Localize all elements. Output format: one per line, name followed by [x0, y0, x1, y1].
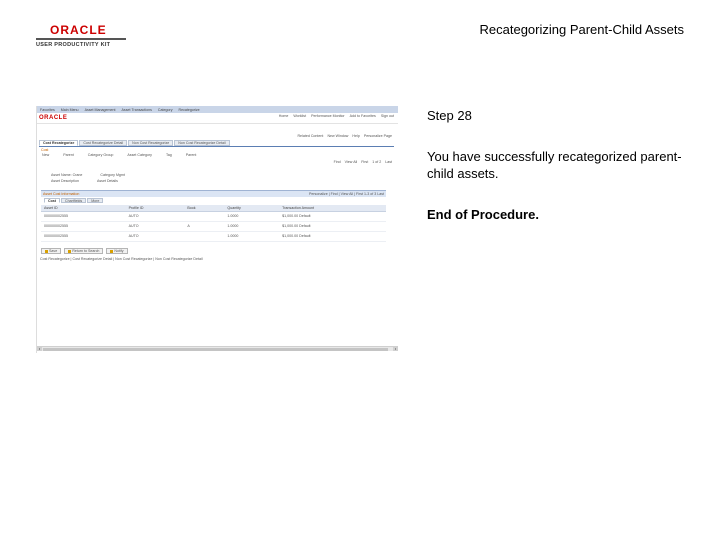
tab-underline: [39, 146, 394, 147]
save-icon: [45, 250, 48, 253]
util-sign-out[interactable]: Sign out: [380, 114, 394, 118]
step-number: Step 28: [427, 108, 472, 123]
horizontal-scrollbar[interactable]: [37, 346, 398, 351]
grid-find[interactable]: Find: [333, 160, 341, 164]
logo-divider: [36, 38, 126, 40]
cell-profile-id: AUTO: [126, 221, 185, 231]
oracle-upk-logo: [36, 24, 126, 48]
link-personalize-page[interactable]: Personalize Page: [363, 134, 392, 138]
util-worklist[interactable]: Worklist: [293, 114, 307, 118]
cell-profile-id: AUTO: [126, 231, 185, 241]
link-related-content[interactable]: Related Content: [297, 134, 324, 138]
subtab-chartfields[interactable]: Chartfields: [61, 198, 86, 203]
field-value: Category Mgmt: [100, 173, 125, 177]
cell-amount: $1,000.00 Default: [279, 231, 386, 241]
cell-quantity: 1.0000: [224, 211, 279, 221]
notify-button[interactable]: [106, 248, 127, 254]
page-links: [297, 134, 392, 138]
col-book: Book: [184, 205, 224, 211]
cell-book: [184, 231, 224, 241]
step-panel: [427, 107, 687, 223]
nav-asset-management[interactable]: Asset Management: [84, 107, 116, 112]
save-button-label: Save: [49, 248, 58, 253]
link-help[interactable]: Help: [352, 134, 360, 138]
util-home[interactable]: Home: [278, 114, 289, 118]
col-quantity: Quantity: [224, 205, 279, 211]
nav-favorites[interactable]: Favorites: [40, 107, 55, 112]
table-row[interactable]: [41, 211, 386, 221]
util-performance-monitor[interactable]: Performance Monitor: [311, 114, 345, 118]
cost-information-label: Asset Cost Information: [43, 192, 80, 196]
cost-table: [41, 205, 386, 242]
col-transaction-amount: Transaction Amount: [279, 205, 386, 211]
cell-book: A: [184, 221, 224, 231]
cost-information-tabs: [41, 197, 386, 204]
cost-information-grid: [41, 190, 386, 242]
field-parent-type: Parent: [185, 153, 197, 157]
tab-cost-recategorize[interactable]: Cost Recategorize: [39, 140, 78, 146]
return-to-search-button[interactable]: [64, 248, 103, 254]
cost-grid-nav: [334, 160, 392, 164]
tab-non-cost-recategorize-detail[interactable]: Non Cost Recategorize Detail: [174, 140, 229, 146]
table-row[interactable]: [41, 221, 386, 231]
cell-quantity: 1.0000: [224, 231, 279, 241]
scrollbar-thumb[interactable]: [43, 348, 388, 351]
col-profile-id: Profile ID: [126, 205, 185, 211]
cell-asset-id: 000000002555: [41, 221, 126, 231]
cell-asset-id: 000000002555: [41, 211, 126, 221]
application-screenshot: [36, 106, 398, 353]
link-new-window[interactable]: New Window: [327, 134, 349, 138]
cost-information-nav[interactable]: Personalize | Find | View All | First 1-3 of 3 Last: [308, 192, 384, 196]
scroll-right-arrow-icon[interactable]: [393, 347, 398, 351]
bottom-page-links[interactable]: Cost Recategorize | Cost Recategorize Detail | Non Cost Recategorize | Non Cost Recategorize Detail: [40, 257, 203, 261]
cell-amount: $1,000.00 Default: [279, 221, 386, 231]
slide-title: Recategorizing Parent-Child Assets: [479, 22, 684, 37]
cell-book: [184, 211, 224, 221]
grid-first[interactable]: First: [361, 160, 369, 164]
field-row: [51, 178, 281, 184]
util-add-favorites[interactable]: Add to Favorites: [349, 114, 376, 118]
nav-asset-transactions[interactable]: Asset Transactions: [121, 107, 152, 112]
field-parent: Parent: [63, 153, 74, 157]
field-label: Asset Name: Crane: [51, 173, 83, 177]
tab-non-cost-recategorize[interactable]: Non Cost Recategorize: [128, 140, 173, 146]
notify-icon: [110, 250, 113, 253]
scroll-left-arrow-icon[interactable]: [37, 347, 42, 351]
tab-cost-recategorize-detail[interactable]: Cost Recategorize Detail: [79, 140, 127, 146]
nav-main-menu[interactable]: Main Menu: [60, 107, 79, 112]
page-buttons: [41, 248, 128, 254]
grid-view-all[interactable]: View All: [344, 160, 358, 164]
field-value: Asset Details: [96, 179, 118, 183]
nav-recategorize[interactable]: Recategorize: [178, 107, 200, 112]
field-asset-category: Asset Category: [127, 153, 152, 157]
table-row[interactable]: [41, 231, 386, 241]
grid-page-count: 1 of 2: [372, 160, 382, 164]
cell-profile-id: AUTO: [126, 211, 185, 221]
notify-button-label: Notify: [114, 248, 124, 253]
cell-amount: $1,000.00 Default: [279, 211, 386, 221]
end-of-procedure: End of Procedure.: [427, 207, 539, 222]
field-category-group: Category Group: [87, 153, 114, 157]
field-new: New: [42, 153, 50, 157]
col-asset-id: Asset ID: [41, 205, 126, 211]
app-top-nav: [37, 106, 398, 113]
app-utility-links: [279, 114, 394, 118]
field-label: Asset Description: [51, 179, 79, 183]
subtab-cost[interactable]: Cost: [44, 198, 60, 203]
grid-last[interactable]: Last: [385, 160, 392, 164]
app-oracle-logo: ORACLE: [39, 115, 68, 121]
nav-category[interactable]: Category: [157, 107, 173, 112]
cost-grid-label: Cost: [41, 148, 49, 152]
field-tag: Tag: [165, 153, 172, 157]
subtab-more[interactable]: More: [87, 198, 103, 203]
cell-asset-id: 000000002555: [41, 231, 126, 241]
oracle-logo-text: ORACLE: [50, 23, 107, 37]
return-button-label: Return to Search: [72, 248, 100, 253]
app-header: [37, 113, 398, 124]
return-icon: [68, 250, 71, 253]
asset-fields: [51, 172, 281, 184]
save-button[interactable]: [41, 248, 61, 254]
cell-quantity: 1.0000: [224, 221, 279, 231]
recategorize-header-row: [42, 153, 196, 157]
upk-subtitle: USER PRODUCTIVITY KIT: [36, 42, 111, 48]
step-message: You have successfully recategorized parent-child assets.: [427, 149, 682, 181]
